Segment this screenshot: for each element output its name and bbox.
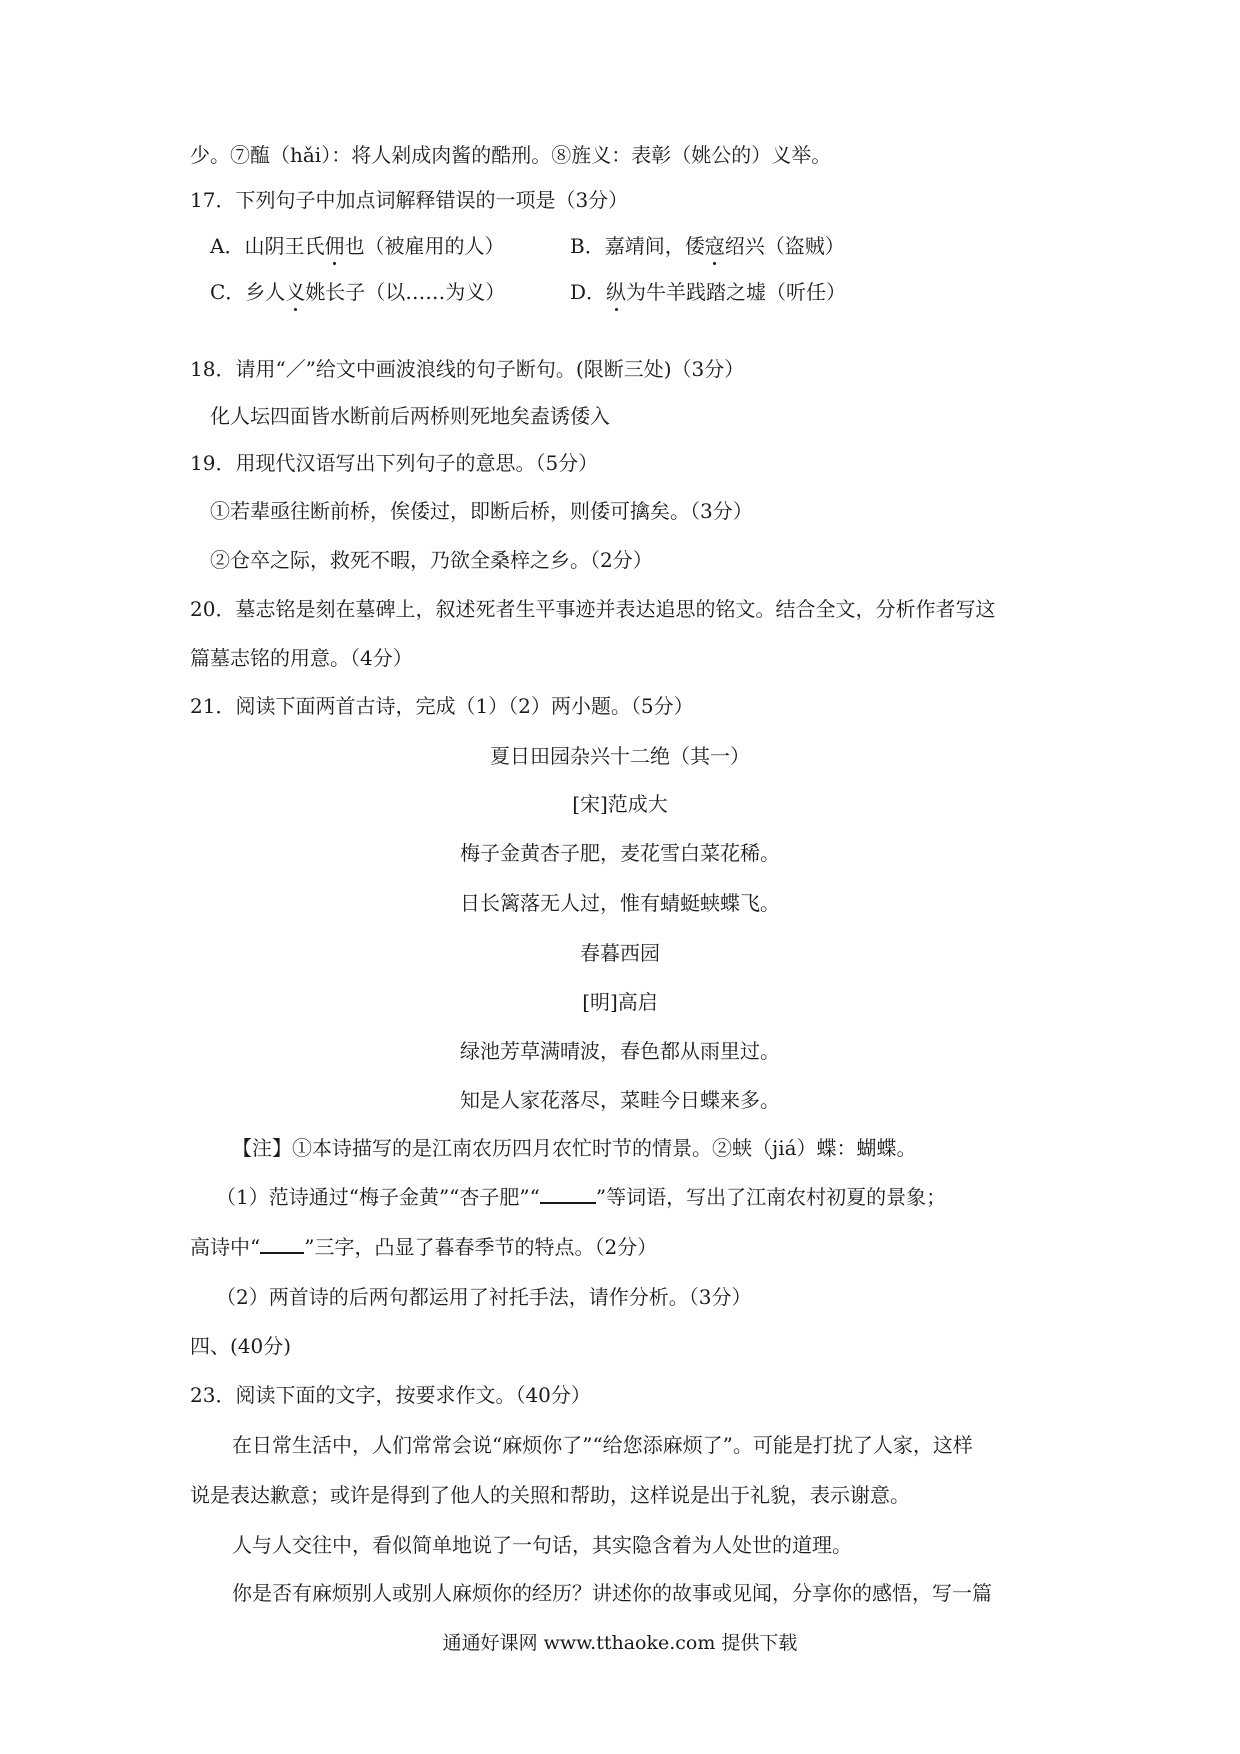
q17-option-d-post: 为牛羊践踏之墟（听任）: [626, 280, 847, 304]
poem-2-author: [明]高启: [582, 990, 658, 1014]
poem-1-author: [宋]范成大: [572, 792, 668, 816]
question-21-sub-2: （2）两首诗的后两句都运用了衬托手法，请作分析。（3分）: [216, 1285, 752, 1309]
poem-2-title: 春暮西园: [580, 941, 660, 965]
q17-option-a-dotted: 佣: [324, 231, 344, 261]
sub1-text-a: （1）范诗通过“梅子金黄”“杏子肥”“: [216, 1185, 540, 1209]
question-18-stem: 18．请用“／”给文中画波浪线的句子断句。(限断三处)（3分）: [190, 357, 745, 381]
question-23-para-1-line-2: 说是表达歉意；或许是得到了他人的关照和帮助，这样说是出于礼貌，表示谢意。: [190, 1483, 910, 1507]
poem-1-title: 夏日田园杂兴十二绝（其一）: [490, 744, 750, 768]
question-21-stem: 21．阅读下面两首古诗，完成（1）（2）两小题。（5分）: [190, 694, 694, 718]
poem-1-line-2: 日长篱落无人过，惟有蜻蜓蛱蝶飞。: [460, 891, 780, 915]
poem-2-line-1: 绿池芳草满晴波，春色都从雨里过。: [460, 1039, 780, 1063]
page-footer: 通通好课网 www.tthaoke.com 提供下载: [442, 1632, 798, 1654]
question-23-para-2: 人与人交往中，看似简单地说了一句话，其实隐含着为人处世的道理。: [232, 1533, 852, 1557]
q17-option-a-post: 也（被雇用的人）: [344, 234, 505, 258]
question-21-sub-1-line-2: [190, 1232, 657, 1262]
question-19-sentence-1: ①若辈亟往断前桥，俟倭过，即断后桥，则倭可擒矣。（3分）: [210, 499, 753, 523]
q17-option-b-dotted: 寇: [705, 231, 725, 261]
section-4-heading: 四、(40分): [190, 1334, 292, 1358]
question-23-para-3: 你是否有麻烦别人或别人麻烦你的经历？讲述你的故事或见闻，分享你的感悟，写一篇: [232, 1581, 992, 1605]
answer-blank-1[interactable]: [540, 1184, 596, 1204]
sub1-text-d: ”三字，凸显了暮春季节的特点。（2分）: [304, 1235, 658, 1259]
question-20-line-1: 20．墓志铭是刻在墓碑上，叙述死者生平事迹并表达追思的铭文。结合全文，分析作者写这: [190, 597, 996, 621]
q17-option-c-post: 姚长子（以……为义）: [305, 280, 506, 304]
q17-option-d-pre: D．: [570, 280, 607, 304]
q17-option-a: [210, 231, 504, 261]
q17-option-c: [210, 277, 505, 307]
poem-2-line-2: 知是人家花落尽，菜畦今日蝶来多。: [460, 1088, 780, 1112]
answer-blank-2[interactable]: [260, 1234, 304, 1254]
q17-option-c-pre: C．乡人: [210, 280, 286, 304]
poem-note: 【注】①本诗描写的是江南农历四月农忙时节的情景。②蛱（jiá）蝶：蝴蝶。: [232, 1136, 917, 1160]
poem-1-line-1: 梅子金黄杏子肥，麦花雪白菜花稀。: [460, 841, 780, 865]
q17-option-b: [570, 231, 845, 261]
question-20-line-2: 篇墓志铭的用意。（4分）: [190, 646, 413, 670]
question-21-sub-1-line-1: [216, 1182, 946, 1212]
question-17-stem: 17．下列句子中加点词解释错误的一项是（3分）: [190, 188, 629, 212]
question-19-stem: 19．用现代汉语写出下列句子的意思。（5分）: [190, 451, 599, 475]
q17-option-b-post: 绍兴（盗贼）: [724, 234, 845, 258]
q17-option-b-pre: B．嘉靖间，倭: [570, 234, 705, 258]
question-23-para-1-line-1: 在日常生活中，人们常常会说“麻烦你了”“给您添麻烦了”。可能是打扰了人家，这样: [232, 1433, 973, 1457]
annotation-note-top: 少。⑦醢（hǎi）：将人剁成肉酱的酷刑。⑧旌义：表彰（姚公的）义举。: [190, 143, 832, 167]
q17-option-c-dotted: 义: [285, 277, 305, 307]
q17-option-a-pre: A．山阴王氏: [210, 234, 325, 258]
question-23-stem: 23．阅读下面的文字，按要求作文。（40分）: [190, 1383, 591, 1407]
sub1-text-b: ”等词语，写出了江南农村初夏的景象；: [595, 1185, 947, 1209]
sub1-text-c: 高诗中“: [190, 1235, 261, 1259]
question-18-text: 化人坛四面皆水断前后两桥则死地矣盍诱倭入: [210, 404, 610, 428]
q17-option-d-dotted: 纵: [606, 277, 626, 307]
question-19-sentence-2: ②仓卒之际，救死不暇，乃欲全桑梓之乡。（2分）: [210, 548, 653, 572]
q17-option-d: [570, 277, 846, 307]
